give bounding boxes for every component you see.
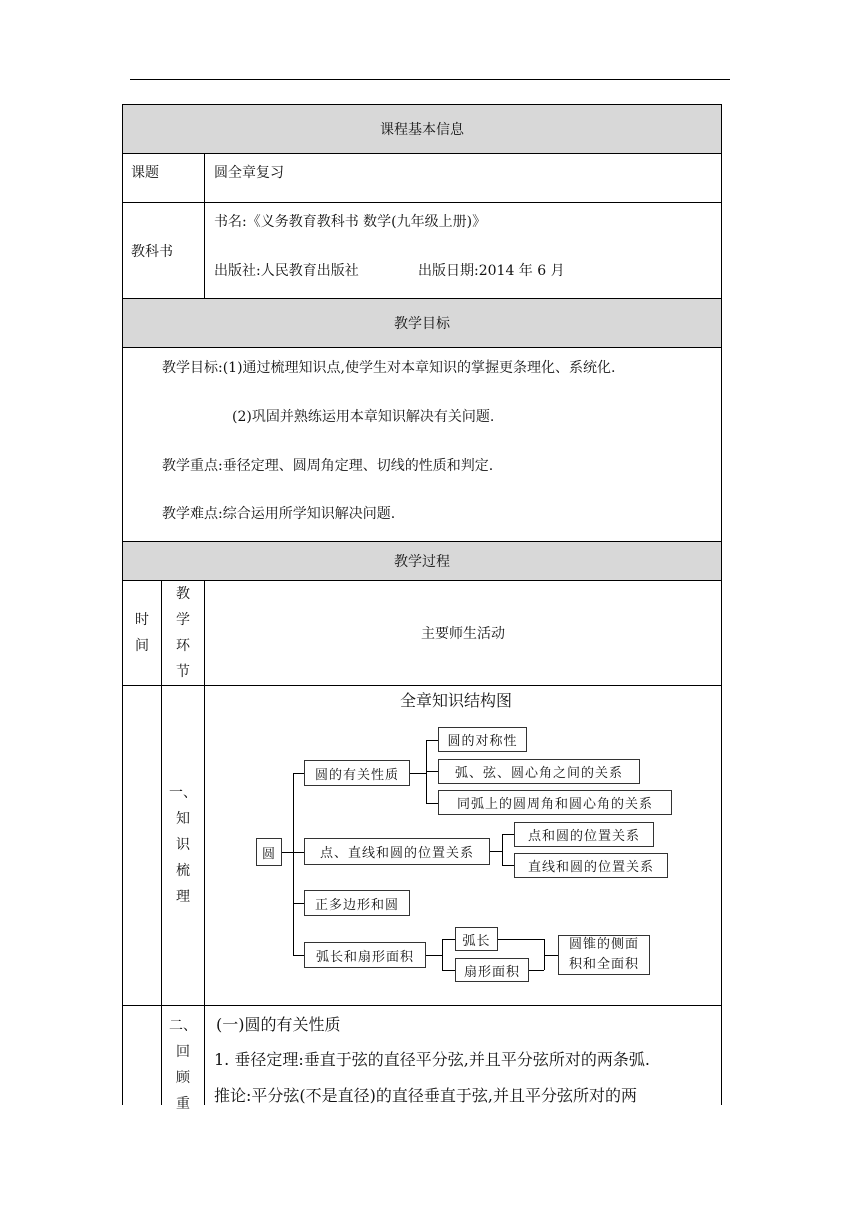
- goal-1: 教学目标:(1)通过梳理知识点,使学生对本章知识的掌握更条理化、系统化.: [162, 360, 616, 376]
- table-border: [122, 347, 722, 348]
- connector: [544, 955, 558, 956]
- connector: [410, 773, 426, 774]
- col-time-header: 时 间: [135, 611, 149, 654]
- mindmap-title: 全章知识结构图: [400, 691, 513, 710]
- table-border: [122, 685, 722, 686]
- connector: [442, 970, 455, 971]
- course-info-header: 课程基本信息: [122, 104, 722, 154]
- node-root: 圆: [256, 838, 282, 866]
- connector: [502, 834, 503, 866]
- table-border: [122, 104, 722, 105]
- node-cone-area: 圆锥的侧面 积和全面积: [558, 935, 650, 975]
- connector: [442, 939, 443, 970]
- key-points: 教学重点:垂径定理、圆周角定理、切线的性质和判定.: [162, 458, 494, 474]
- stage-1-label: 一、 知 识 梳 理: [169, 785, 197, 905]
- node-circle-properties: 圆的有关性质: [304, 760, 410, 786]
- topic-label: 课题: [131, 165, 159, 181]
- table-border: [122, 104, 123, 1105]
- node-position-relations: 点、直线和圆的位置关系: [304, 838, 490, 865]
- publisher: 出版社:人民教育出版社: [214, 263, 359, 279]
- col-activity-header: 主要师生活动: [421, 625, 505, 642]
- node-line-circle: 直线和圆的位置关系: [514, 853, 668, 878]
- table-border: [122, 202, 722, 203]
- connector: [426, 955, 442, 956]
- node-arc-length: 弧长: [455, 927, 498, 951]
- table-border: [122, 580, 722, 581]
- table-border: [122, 298, 722, 299]
- connector: [498, 939, 544, 940]
- connector: [502, 834, 514, 835]
- col-stage-header: 教 学 环 节: [176, 585, 190, 680]
- difficulties: 教学难点:综合运用所学知识解决问题.: [162, 506, 396, 522]
- table-border: [721, 104, 722, 1105]
- connector: [529, 970, 544, 971]
- node-arc-sector: 弧长和扇形面积: [304, 942, 426, 968]
- table-border: [204, 580, 205, 1105]
- table-border: [122, 541, 722, 542]
- connector: [426, 740, 438, 741]
- textbook-label: 教科书: [131, 243, 173, 260]
- connector: [293, 852, 304, 853]
- goal-2: (2)巩固并熟练运用本章知识解决有关问题.: [232, 409, 495, 425]
- node-arc-chord-angle: 弧、弦、圆心角之间的关系: [438, 759, 640, 784]
- connector: [502, 865, 514, 866]
- connector: [293, 903, 304, 904]
- review-item-1: 1. 垂径定理:垂直于弦的直径平分弦,并且平分弦所对的两条弧.: [214, 1050, 650, 1069]
- connector: [293, 773, 294, 955]
- node-sector-area: 扇形面积: [455, 958, 529, 982]
- connector: [490, 851, 502, 852]
- connector: [293, 773, 304, 774]
- connector: [426, 771, 438, 772]
- node-symmetry: 圆的对称性: [438, 727, 527, 752]
- publish-date: 出版日期:2014 年 6 月: [418, 263, 565, 279]
- table-border: [204, 153, 205, 299]
- connector: [426, 803, 438, 804]
- book-name: 书名:《义务教育教科书 数学(九年级上册)》: [214, 214, 487, 230]
- review-section-title: (一)圆的有关性质: [216, 1015, 341, 1034]
- topic-value: 圆全章复习: [214, 165, 284, 181]
- node-point-circle: 点和圆的位置关系: [514, 822, 654, 847]
- connector: [293, 955, 304, 956]
- review-inference: 推论:平分弦(不是直径)的直径垂直于弦,并且平分弦所对的两: [214, 1086, 637, 1105]
- stage-2-label: 二、 回 顾 重: [169, 1018, 197, 1112]
- connector: [282, 852, 293, 853]
- connector: [442, 939, 455, 940]
- table-border: [122, 153, 722, 154]
- process-header: 教学过程: [122, 541, 722, 580]
- node-inscribed-angle: 同弧上的圆周角和圆心角的关系: [438, 790, 672, 815]
- node-polygon: 正多边形和圆: [304, 890, 410, 916]
- objectives-header: 教学目标: [122, 298, 722, 347]
- table-border: [122, 1005, 722, 1006]
- table-border: [161, 580, 162, 1105]
- page-header-rule: [130, 79, 730, 80]
